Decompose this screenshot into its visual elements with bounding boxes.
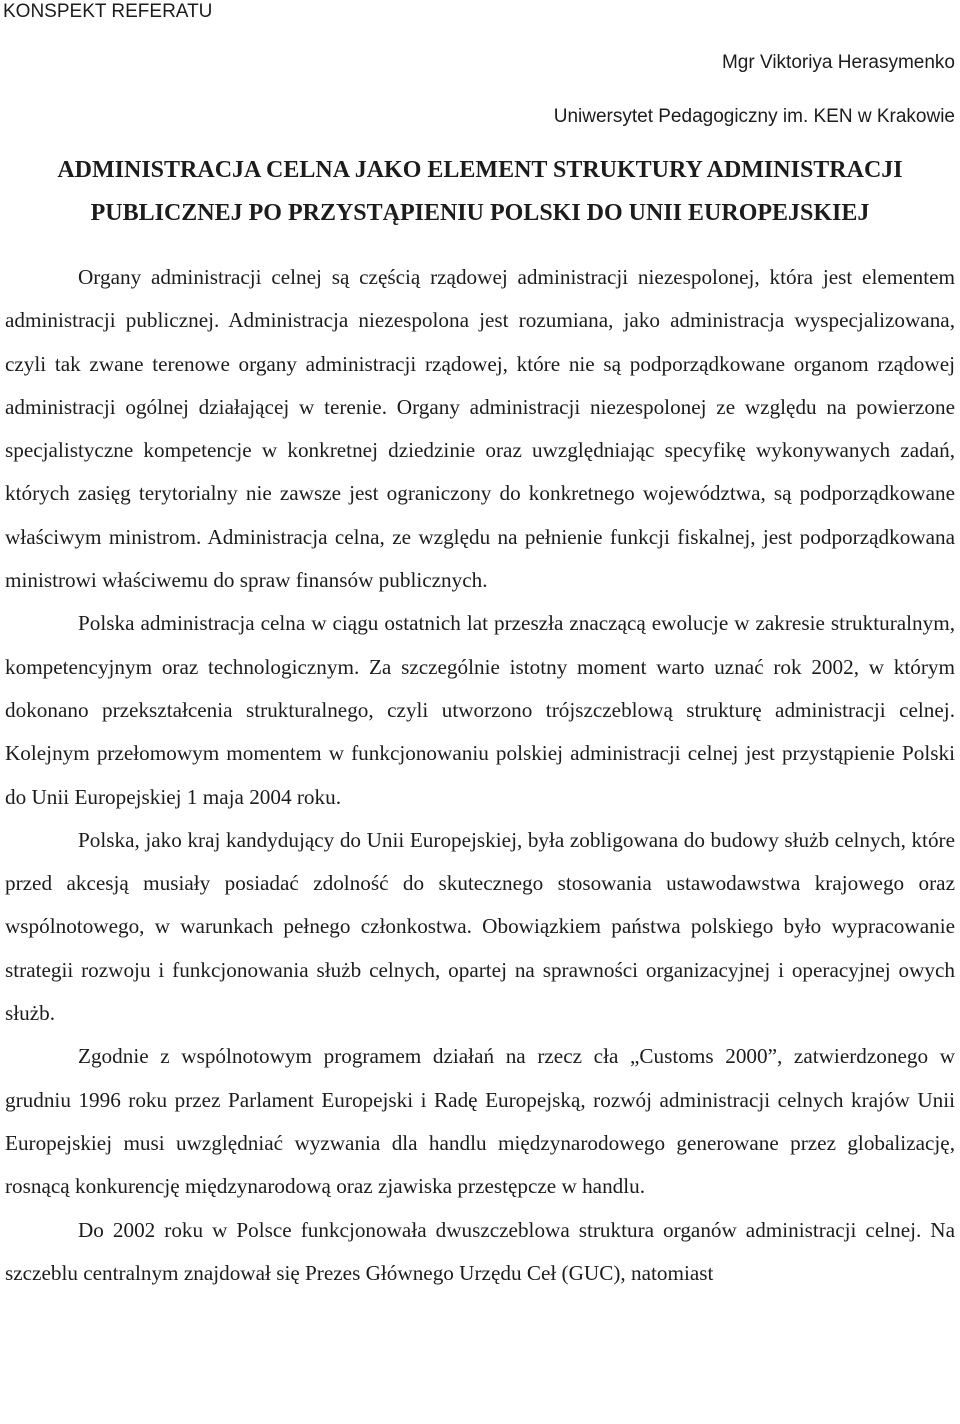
paragraph: Do 2002 roku w Polsce funkcjonowała dwuszczeblowa struktura organów administracji celnej. Na szczeblu centralnym znajdował się Prezes Głównego Urzędu Ceł (GUC), natomiast — [5, 1217, 955, 1285]
document-label: KONSPEKT REFERATU — [3, 1, 213, 22]
paragraph: Zgodnie z wspólnotowym programem działań na rzecz cła „Customs 2000”, zatwierdzonego w grudniu 1996 roku przez Parlament Europejski i Radę Europejską, rozwój administracji celnych krajów Unii Europejskiej musi uwzględniać wyzwania dla handlu międzynarodowego generowane przez globalizację, rosnącą konkurencję międzynarodową oraz zjawiska przestępcze w handlu. — [5, 1044, 955, 1199]
university-name: Uniwersytet Pedagogiczny im. KEN w Krakowie — [553, 106, 955, 127]
body-text — [5, 256, 955, 1295]
author-name: Mgr Viktoriya Herasymenko — [721, 52, 955, 73]
paragraph: Organy administracji celnej są częścią rządowej administracji niezespolonej, która jest elementem administracji publicznej. Administracja niezespolona jest rozumiana, jako administracja wyspecjalizowana, czyli tak zwane terenowe organy administracji rządowej, które nie są podporządkowane organom rządowej administracji ogólnej działającej w terenie. Organy administracji niezespolonej ze względu na powierzone specjalistyczne kompetencje w konkretnej dziedzinie oraz uwzględniając specyfikę wykonywanych zadań, których zasięg terytorialny nie zawsze jest ograniczony do konkretnego województwa, są podporządkowane właściwym ministrom. Administracja celna, ze względu na pełnienie funkcji fiskalnej, jest podporządkowana ministrowi właściwemu do spraw finansów publicznych. — [5, 265, 955, 593]
title-line-2: PUBLICZNEJ PO PRZYSTĄPIENIU POLSKI DO UNII EUROPEJSKIEJ — [90, 200, 870, 226]
title-line-1: ADMINISTRACJA CELNA JAKO ELEMENT STRUKTURY ADMINISTRACJI — [57, 157, 903, 183]
paragraph: Polska, jako kraj kandydujący do Unii Europejskiej, była zobligowana do budowy służb celnych, które przed akcesją musiały posiadać zdolność do skutecznego stosowania ustawodawstwa krajowego oraz wspólnotowego, w warunkach pełnego członkostwa. Obowiązkiem państwa polskiego było wypracowanie strategii rozwoju i funkcjonowania służb celnych, opartej na sprawności organizacyjnej i operacyjnej owych służb. — [5, 827, 955, 1026]
paragraph: Polska administracja celna w ciągu ostatnich lat przeszła znaczącą ewolucje w zakresie strukturalnym, kompetencyjnym oraz technologicznym. Za szczególnie istotny moment warto uznać rok 2002, w którym dokonano przekształcenia strukturalnego, czyli utworzono trójszczeblową strukturę administracji celnej. Kolejnym przełomowym momentem w funkcjonowaniu polskiej administracji celnej jest przystąpienie Polski do Unii Europejskiej 1 maja 2004 roku. — [5, 611, 955, 809]
